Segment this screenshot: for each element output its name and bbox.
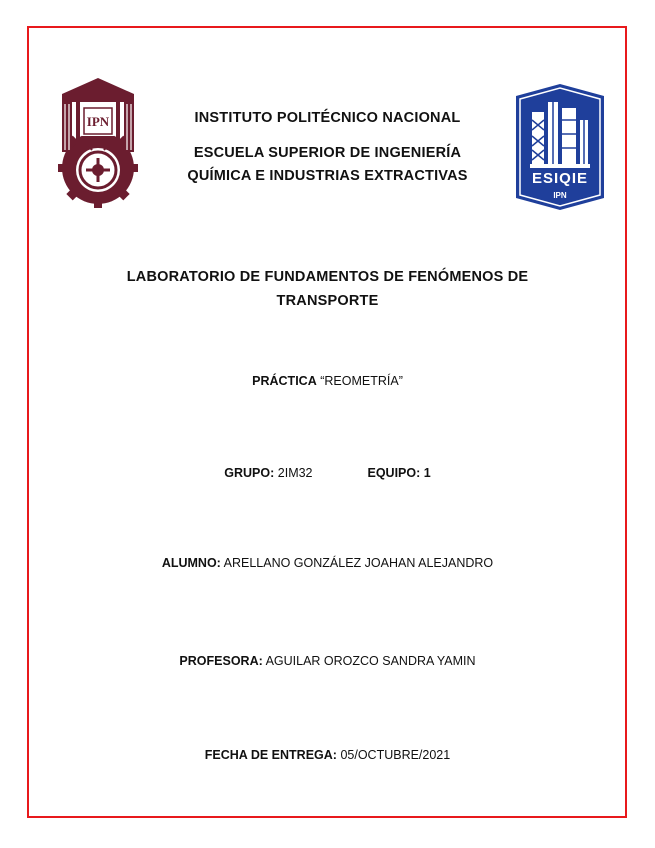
lab-title-line-2: TRANSPORTE bbox=[276, 293, 379, 309]
delivery-date-label: FECHA DE ENTREGA: bbox=[204, 748, 337, 762]
delivery-date-value: 05/OCTUBRE/2021 bbox=[340, 748, 451, 762]
group-label: GRUPO: bbox=[224, 466, 275, 480]
ipn-monogram bbox=[82, 106, 114, 136]
teacher-name: AGUILAR OROZCO SANDRA YAMIN bbox=[265, 654, 476, 668]
student-name: ARELLANO GONZÁLEZ JOAHAN ALEJANDRO bbox=[223, 556, 494, 570]
lab-title bbox=[80, 265, 575, 313]
teacher-line bbox=[40, 654, 615, 668]
practice-label: PRÁCTICA bbox=[252, 374, 317, 388]
group-line bbox=[40, 466, 615, 480]
practice-value: “REOMETRÍA” bbox=[320, 374, 403, 388]
student-line bbox=[40, 556, 615, 570]
group-value: 2IM32 bbox=[277, 466, 313, 480]
ipn-logo-text: IPN bbox=[86, 114, 110, 129]
school-line-2: QUÍMICA E INDUSTRIAS EXTRACTIVAS bbox=[187, 168, 468, 184]
teacher-label: PROFESORA: bbox=[179, 654, 263, 668]
ipn-logo bbox=[58, 76, 138, 210]
practice-line bbox=[40, 374, 615, 388]
esiqie-logo-text: ESIQIE bbox=[531, 170, 589, 187]
lab-title-line-1: LABORATORIO DE FUNDAMENTOS DE FENÓMENOS DE bbox=[126, 269, 529, 285]
institute-name: INSTITUTO POLITÉCNICO NACIONAL bbox=[194, 110, 461, 126]
delivery-date-line bbox=[40, 748, 615, 762]
school-line-1: ESCUELA SUPERIOR DE INGENIERÍA bbox=[193, 145, 462, 161]
student-label: ALUMNO: bbox=[161, 556, 221, 570]
esiqie-logo-sub: IPN bbox=[553, 191, 567, 200]
team-value: 1 bbox=[423, 466, 431, 480]
team-label: EQUIPO: bbox=[367, 466, 421, 480]
esiqie-logo bbox=[512, 80, 608, 212]
school-name bbox=[150, 142, 505, 188]
